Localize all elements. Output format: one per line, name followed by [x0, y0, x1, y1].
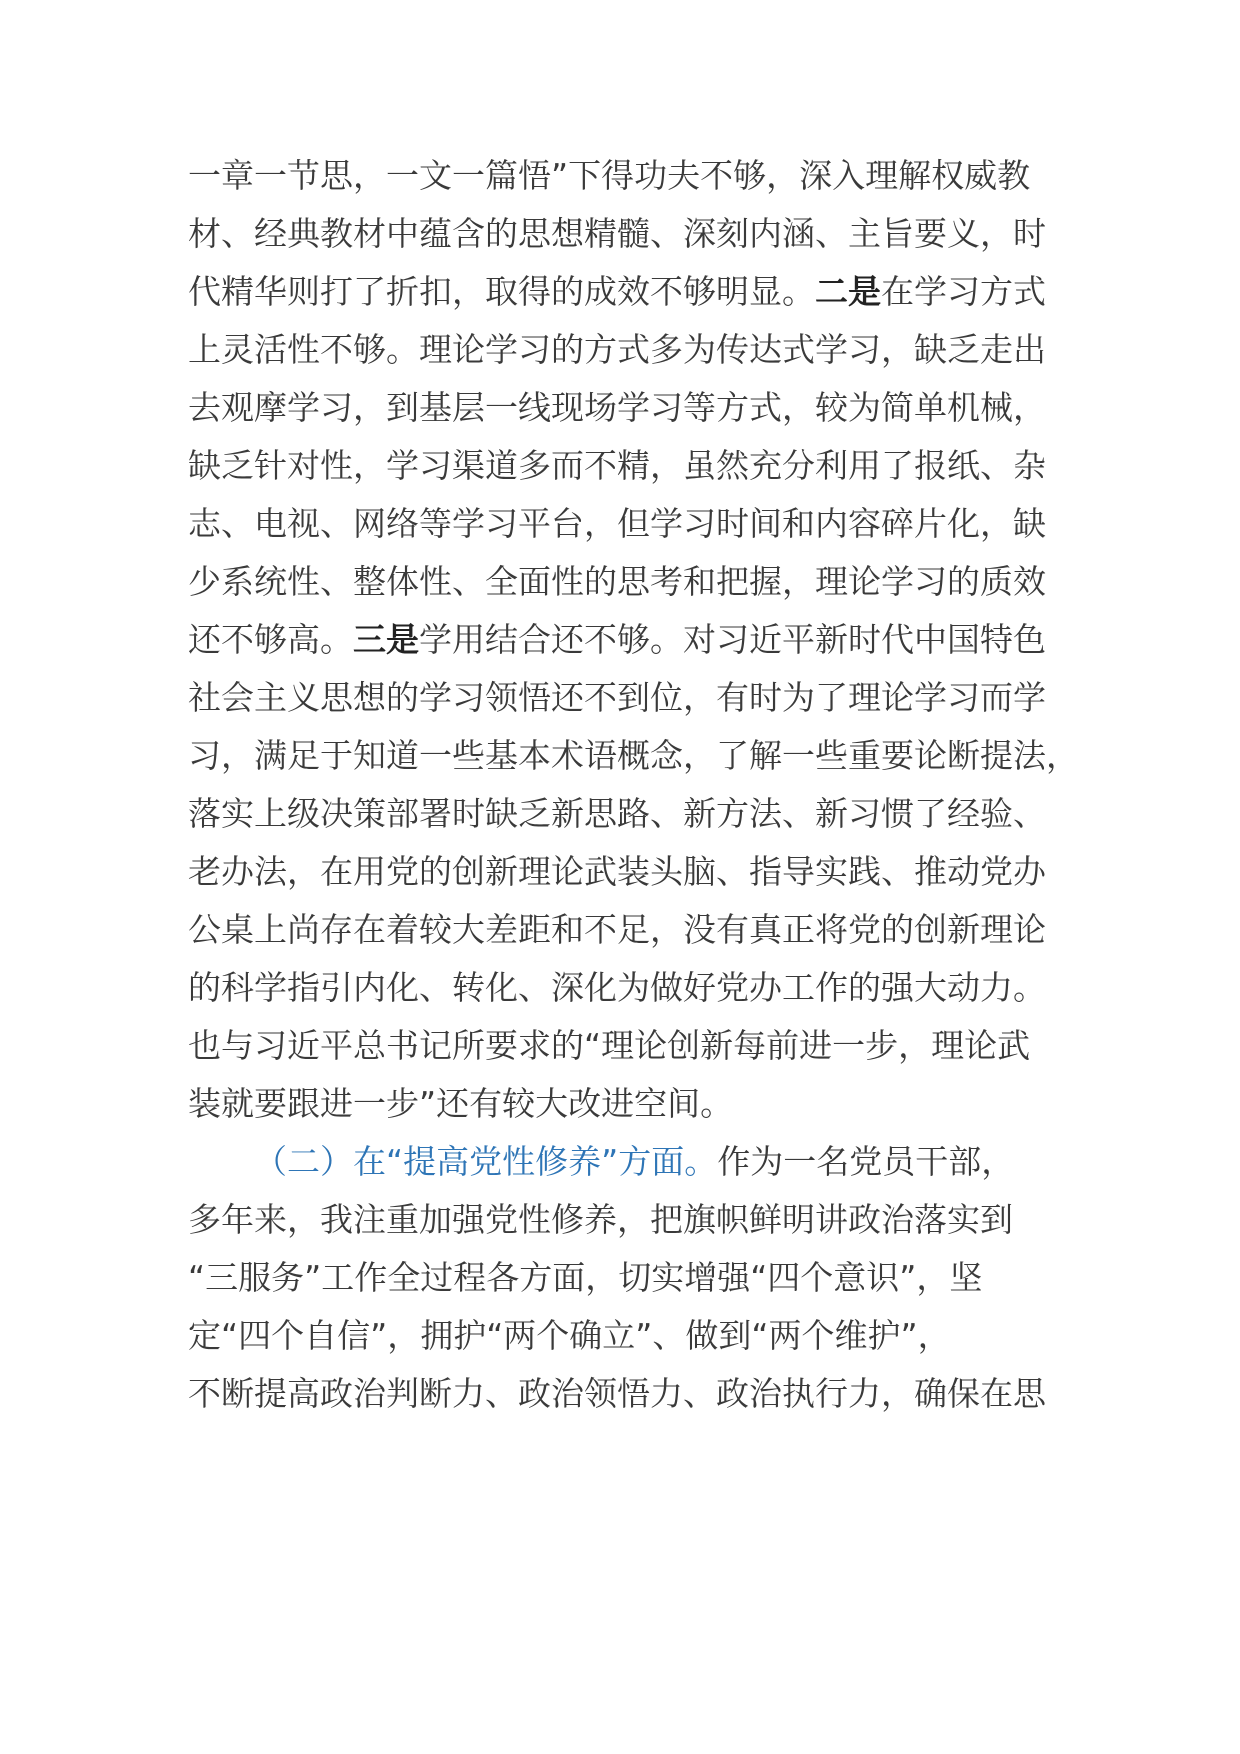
bold-marker-second: 二是 [815, 272, 881, 311]
text-line [188, 270, 1046, 314]
text-segment: 学用结合还不够。对习近平新时代中国特色 [419, 620, 1046, 659]
text-line: 多年来，我注重加强党性修养，把旗帜鲜明讲政治落实到 [188, 1200, 1013, 1239]
bold-marker-third: 三是 [353, 620, 419, 659]
text-line: 少系统性、整体性、全面性的思考和把握，理论学习的质效 [188, 562, 1046, 601]
text-line: 志、电视、网络等学习平台，但学习时间和内容碎片化，缺 [188, 504, 1046, 543]
section-heading-line [254, 1140, 1014, 1184]
text-line: 习，满足于知道一些基本术语概念，了解一些重要论断提法， [188, 736, 1079, 775]
text-line: 去观摩学习，到基层一线现场学习等方式，较为简单机械， [188, 388, 1046, 427]
text-segment: 在学习方式 [881, 272, 1046, 311]
text-line [188, 618, 1046, 662]
text-line: 定“四个自信”，拥护“两个确立”、做到“两个维护”， [188, 1316, 951, 1355]
text-line: 落实上级决策部署时缺乏新思路、新方法、新习惯了经验、 [188, 794, 1046, 833]
text-line: 不断提高政治判断力、政治领悟力、政治执行力，确保在思 [188, 1374, 1046, 1413]
text-line: 社会主义思想的学习领悟还不到位，有时为了理论学习而学 [188, 678, 1046, 717]
text-segment: 还不够高。 [188, 620, 353, 659]
section-heading: （二）在“提高党性修养”方面。 [254, 1142, 718, 1181]
text-line: 一章一节思，一文一篇悟”下得功夫不够，深入理解权威教 [188, 156, 1031, 195]
text-line: 老办法，在用党的创新理论武装头脑、指导实践、推动党办 [188, 852, 1046, 891]
text-line: 的科学指引内化、转化、深化为做好党办工作的强大动力。 [188, 968, 1046, 1007]
text-line: 也与习近平总书记所要求的“理论创新每前进一步，理论武 [188, 1026, 1031, 1065]
text-segment: 代精华则打了折扣，取得的成效不够明显。 [188, 272, 815, 311]
text-line: 上灵活性不够。理论学习的方式多为传达式学习，缺乏走出 [188, 330, 1046, 369]
text-line: 材、经典教材中蕴含的思想精髓、深刻内涵、主旨要义，时 [188, 214, 1046, 253]
text-line: 装就要跟进一步”还有较大改进空间。 [188, 1084, 734, 1123]
text-line: 缺乏针对性，学习渠道多而不精，虽然充分利用了报纸、杂 [188, 446, 1046, 485]
text-segment: 作为一名党员干部， [717, 1142, 1015, 1181]
text-line: 公桌上尚存在着较大差距和不足，没有真正将党的创新理论 [188, 910, 1046, 949]
text-line: “三服务”工作全过程各方面，切实增强“四个意识”，坚 [188, 1258, 983, 1297]
